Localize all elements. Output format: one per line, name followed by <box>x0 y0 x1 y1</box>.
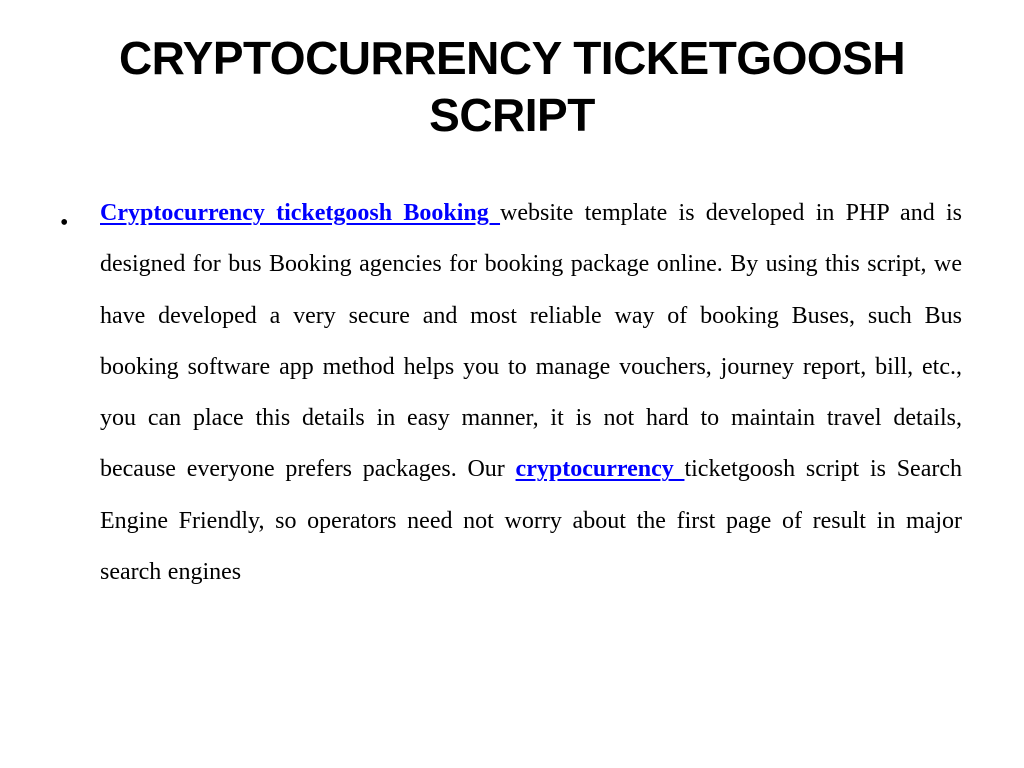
bullet-point-icon: • <box>60 210 69 236</box>
booking-link[interactable]: Cryptocurrency ticketgoosh Booking <box>100 200 501 226</box>
paragraph-text-1: website template is developed in PHP and is designed for bus Booking agencies for booking package online. By using this script, we have developed a very secure and most reliable way of booking Buses, such Bus booking software app method helps you to manage vouchers, journey report, bill, etc., you can place this details in easy manner, it is not hard to maintain travel details, because everyone prefers packages. Our <box>100 200 962 483</box>
title-line-1: CRYPTOCURRENCY TICKETGOOSH <box>118 32 906 84</box>
cryptocurrency-link[interactable]: cryptocurrency <box>515 456 685 483</box>
paragraph-text-2: ticketgoosh script is Search Engine Friendly, so operators need not worry about the first page of result in major search engines <box>100 456 962 586</box>
slide-title <box>60 30 964 144</box>
bullet-paragraph <box>100 188 962 598</box>
title-line-2: SCRIPT <box>429 89 595 141</box>
